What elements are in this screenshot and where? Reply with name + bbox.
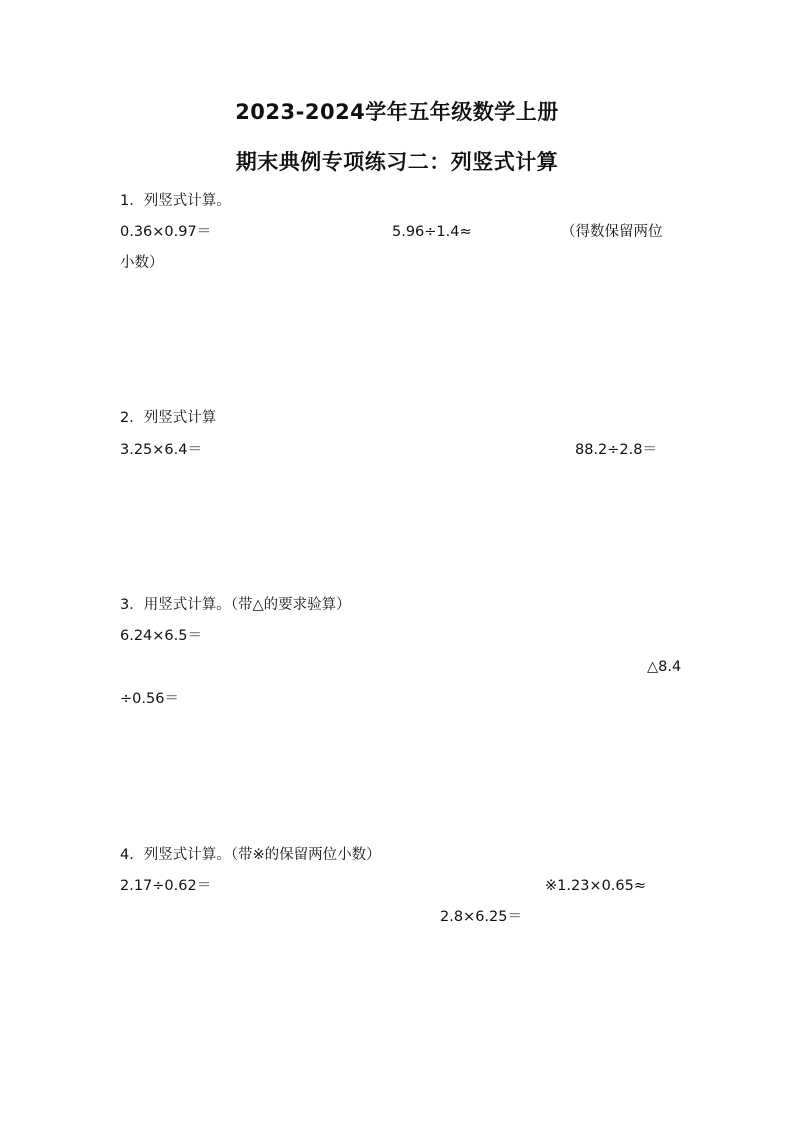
question-1-item-1: 0.36×0.97＝	[120, 224, 212, 240]
question-1-item-2: 5.96÷1.4≈	[392, 224, 472, 240]
question-3-item-2: △8.4	[647, 659, 682, 675]
question-3-item-1: 6.24×6.5＝	[120, 628, 202, 644]
question-3-heading: 3．用竖式计算。（带△的要求验算）	[120, 597, 351, 613]
question-4-item-1: 2.17÷0.62＝	[120, 878, 212, 894]
worksheet-title: 2023-2024学年五年级数学上册	[235, 100, 559, 124]
question-4-item-3: 2.8×6.25＝	[440, 909, 522, 925]
question-4-item-2: ※1.23×0.65≈	[545, 878, 647, 894]
question-2-item-2: 88.2÷2.8＝	[575, 442, 657, 458]
question-1-note-continued: 小数）	[120, 255, 164, 271]
question-3-item-2-continued: ÷0.56＝	[120, 691, 179, 707]
question-1-note: （得数保留两位	[561, 224, 663, 240]
question-2-item-1: 3.25×6.4＝	[120, 442, 202, 458]
worksheet-subtitle: 期末典例专项练习二：列竖式计算	[235, 150, 559, 174]
question-4-heading: 4．列竖式计算。（带※的保留两位小数）	[120, 847, 381, 863]
question-1-heading: 1．列竖式计算。	[120, 193, 231, 209]
question-2-heading: 2．列竖式计算	[120, 410, 217, 426]
